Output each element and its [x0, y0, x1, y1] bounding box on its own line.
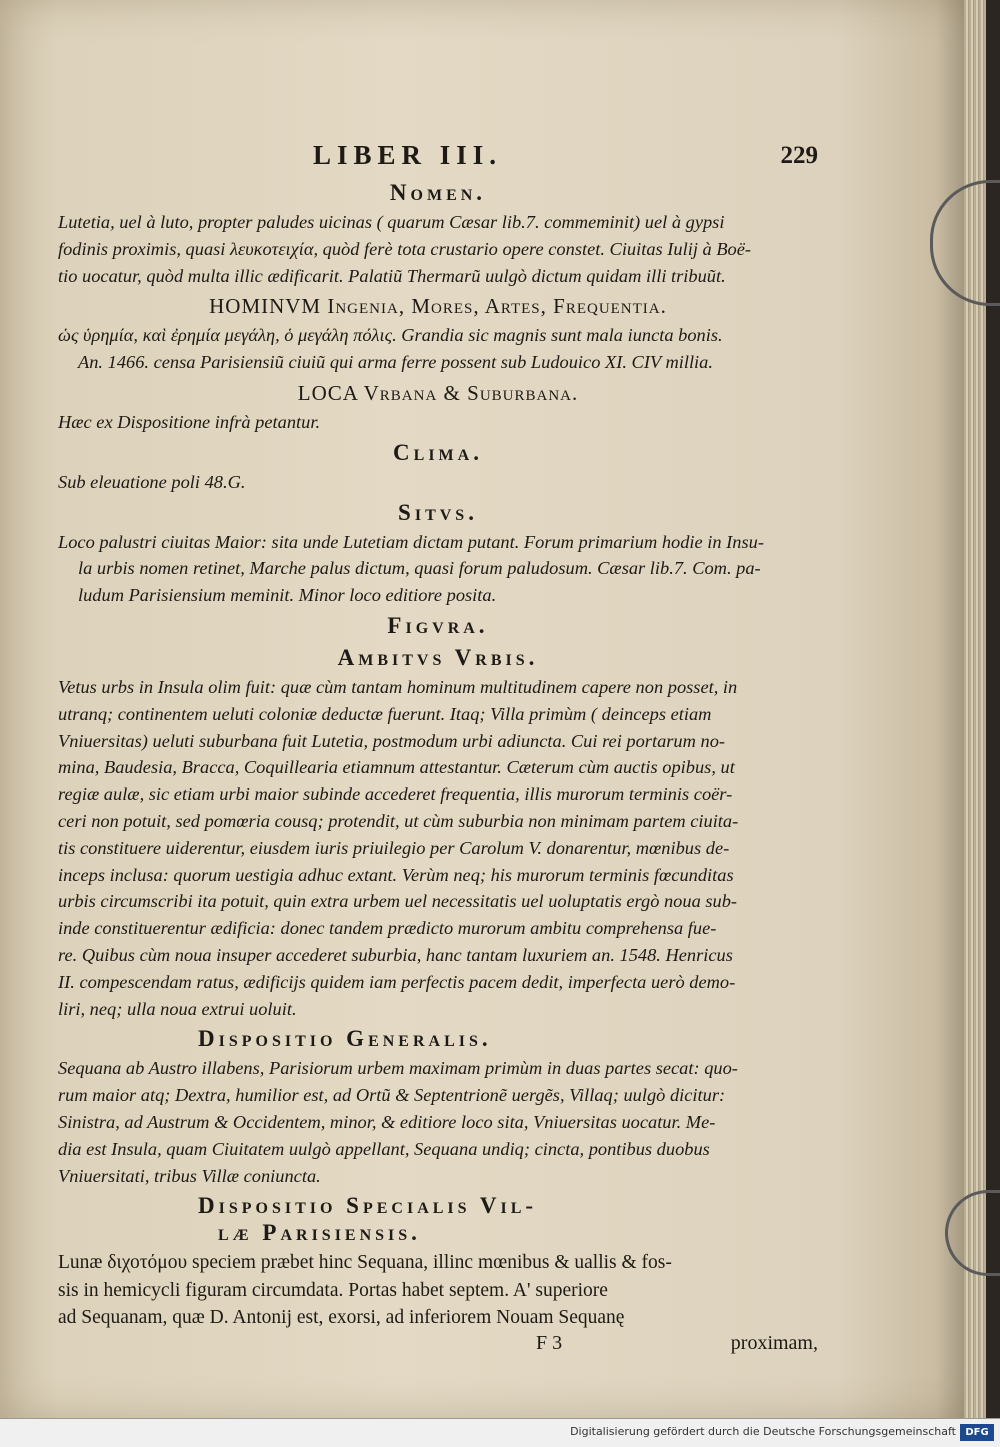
section-heading-loca: LOCA Vrbana & Suburbana.	[297, 380, 579, 405]
text-line: re. Quibus cùm noua insuper accederet suburbia, hanc tantam luxuriem an. 1548. Henricus	[58, 944, 733, 965]
section-heading-dispositio-specialis: Dispositio Specialis Vil-	[198, 1193, 538, 1219]
text-line: An. 1466. censa Parisiensiũ ciuiũ qui arma ferre possent sub Ludouico XI. CIV millia.	[78, 352, 713, 373]
section-heading-dispositio-generalis: Dispositio Generalis.	[198, 1026, 492, 1052]
text-line: tio uocatur, quòd multa illic ædificarit. Palatiũ Thermarũ uulgò dictum quidam illi tribuũt.	[58, 265, 726, 286]
running-head	[58, 140, 818, 176]
text-line: Sequana ab Austro illabens, Parisiorum urbem maximam primùm in duas partes secat: quo-	[58, 1058, 738, 1079]
text-block	[58, 140, 818, 1362]
text-line: la urbis nomen retinet, Marche palus dictum, quasi forum paludosum. Cæsar lib.7. Com. pa-	[78, 558, 761, 579]
section-text-dispositio-specialis	[58, 1249, 818, 1332]
section-heading-figura: Figvra.	[387, 612, 489, 638]
text-line: ὡς ὑρημία, καὶ ἐρημία μεγάλη, ὁ μεγάλη πόλις. Grandia sic magnis sunt mala iuncta bonis.	[58, 325, 723, 346]
page-clip-upper	[930, 180, 1000, 306]
section-text-nomen	[58, 209, 818, 289]
text-line: inde constituerentur ædificia: donec tandem prædicto murorum ambitu comprehensa fue-	[58, 918, 717, 939]
running-title: LIBER III.	[313, 140, 503, 170]
section-text-ambitus	[58, 674, 818, 1022]
signature-mark: F 3	[536, 1331, 563, 1354]
text-line: dia est Insula, quam Ciuitatem uulgò appellant, Sequana undiq; cincta, pontibus duobus	[58, 1138, 710, 1159]
section-heading-situs: Sitvs.	[398, 499, 478, 525]
text-line: fodinis proximis, quasi λευκοτειχία, quòd ferè tota crustario opere constet. Ciuitas Iulij à Boë-	[58, 238, 752, 259]
text-line: ceri non potuit, sed pomœria cousq; protendit, ut cùm suburbia non minimam partem ciuita-	[58, 810, 739, 831]
section-heading-nomen: Nomen.	[389, 180, 487, 205]
section-heading-clima: Clima.	[393, 439, 483, 465]
text-line: Sub eleuatione poli 48.G.	[58, 471, 246, 492]
page-footer	[58, 1332, 818, 1362]
text-line: utranq; continentem ueluti coloniæ deductæ fuerunt. Itaq; Villa primùm ( deinceps etiam	[58, 703, 712, 724]
text-line: Vniuersitati, tribus Villæ coniuncta.	[58, 1165, 321, 1186]
page-number: 229	[780, 142, 818, 169]
digitization-notice: Digitalisierung gefördert durch die Deutsche Forschungsgemeinschaft	[570, 1425, 956, 1438]
section-text-hominum	[58, 322, 818, 376]
text-line: Hæc ex Dispositione infrà petantur.	[58, 411, 321, 432]
dfg-logo: DFG	[960, 1424, 994, 1441]
text-line: II. compescendam ratus, ædificijs quidem iam perfectis pacem dedit, imperfecta uerò demo-	[58, 971, 736, 992]
text-line: inceps inclusa: quorum uestigia adhuc extant. Verùm neq; his murorum terminis fœcunditas	[58, 864, 734, 885]
text-line: regiæ aulæ, sic etiam urbi maior subinde accederet frequentia, illis murorum terminis coër-	[58, 784, 733, 805]
text-line: liri, neq; ulla noua extrui uoluit.	[58, 998, 297, 1019]
digitization-bar	[0, 1418, 1000, 1447]
catchword: proximam,	[730, 1331, 818, 1354]
text-line: ludum Parisiensium meminit. Minor loco editiore posita.	[78, 585, 497, 606]
text-line: Vetus urbs in Insula olim fuit: quæ cùm tantam hominum multitudinem capere non posset, in	[58, 676, 738, 697]
section-heading-hominum: HOMINVM Ingenia, Mores, Artes, Frequentia.	[209, 294, 667, 319]
text-line: urbis circumscribi ita potuit, quin extra urbem uel necessitatis uel uoluptatis ergò noua sub-	[58, 891, 738, 912]
text-line: rum maior atq; Dextra, humilior est, ad Ortũ & Septentrionẽ uergẽs, Villaq; uulgò dicitur:	[58, 1085, 726, 1106]
text-line: Loco palustri ciuitas Maior: sita unde Lutetiam dictam putant. Forum primarium hodie in Insu-	[58, 531, 764, 552]
section-text-loca	[58, 409, 818, 436]
section-heading-dispositio-specialis-cont: læ Parisiensis.	[218, 1220, 421, 1246]
text-line: Sinistra, ad Austrum & Occidentem, minor, & editiore loco sita, Vniuersitas uocatur. Me-	[58, 1111, 716, 1132]
section-text-clima	[58, 469, 818, 496]
text-line: Vniuersitas) ueluti suburbana fuit Lutetia, postmodum urbi adiuncta. Cui rei portarum no-	[58, 730, 726, 751]
section-text-situs	[58, 529, 818, 609]
page-clip-lower	[945, 1190, 1000, 1276]
text-line: tis constituere uiderentur, eiusdem iuris priuilegio per Carolum V. donarentur, mœnibus de-	[58, 837, 730, 858]
text-line: mina, Baudesia, Bracca, Coquillearia etiamnum attestantur. Cæterum cùm auctis opibus, ut	[58, 757, 735, 778]
text-line: ad Sequanam, quæ D. Antonij est, exorsi, ad inferiorem Nouam Sequanę	[58, 1307, 625, 1329]
section-text-dispositio-generalis	[58, 1055, 818, 1189]
text-line: Lutetia, uel à luto, propter paludes uicinas ( quarum Cæsar lib.7. commeminit) uel à gypsi	[58, 212, 725, 232]
section-heading-ambitus: Ambitvs Vrbis.	[337, 644, 539, 670]
text-line: Lunæ διχοτόμου speciem præbet hinc Sequana, illinc mœnibus & uallis & fos-	[58, 1252, 672, 1274]
text-line: sis in hemicycli figuram circumdata. Portas habet septem. A' superiore	[58, 1279, 608, 1301]
